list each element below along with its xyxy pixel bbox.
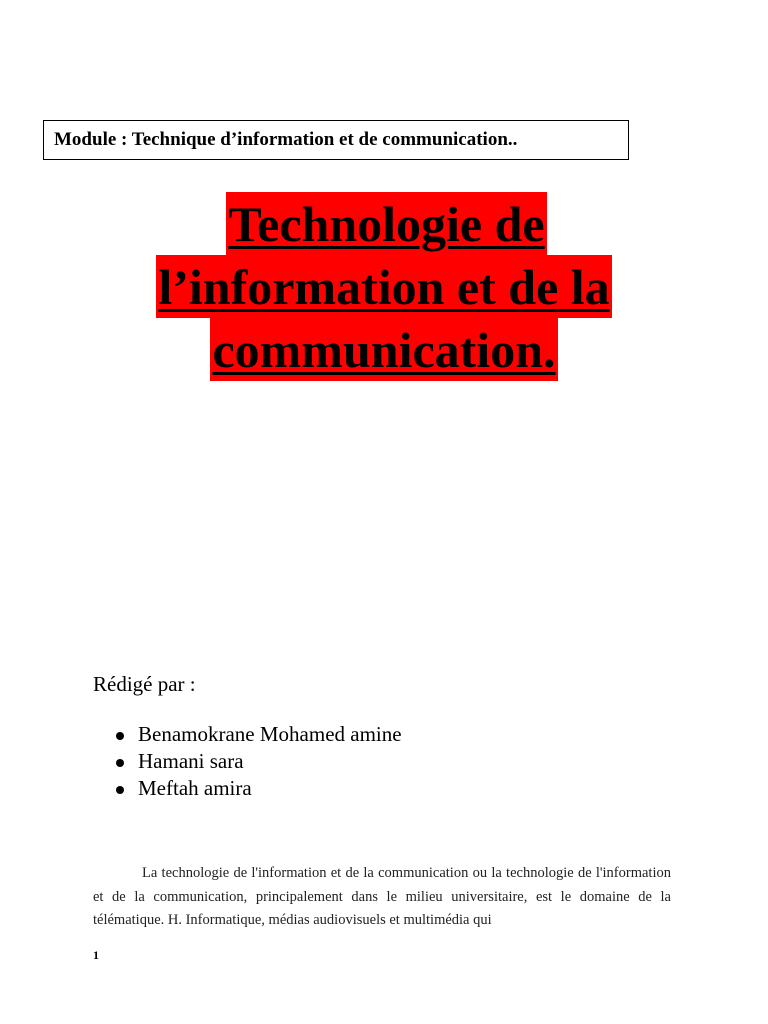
author-name: Benamokrane Mohamed amine <box>138 722 402 746</box>
author-item <box>138 775 402 802</box>
bullet-icon <box>116 786 124 794</box>
bullet-icon <box>116 759 124 767</box>
author-item <box>138 721 402 748</box>
document-title <box>0 192 768 381</box>
title-line-1: Technologie de <box>226 192 546 255</box>
module-box <box>43 120 629 160</box>
module-label: Module : Technique d’information et de communication.. <box>54 129 518 150</box>
author-item <box>138 748 402 775</box>
author-name: Meftah amira <box>138 776 252 800</box>
authors-list <box>138 721 402 802</box>
title-line-3: communication. <box>210 318 557 381</box>
title-line-2: l’information et de la <box>156 255 611 318</box>
author-name: Hamani sara <box>138 749 244 773</box>
page-number: 1 <box>93 948 99 962</box>
bullet-icon <box>116 732 124 740</box>
authors-label: Rédigé par : <box>93 672 196 696</box>
body-paragraph: La technologie de l'information et de la communication ou la technologie de l'information et de la communication, principalement dans le milieu universitaire, est le domaine de la télématique. H. Informatique, médias audiovisuels et multimédia qui <box>93 865 671 928</box>
